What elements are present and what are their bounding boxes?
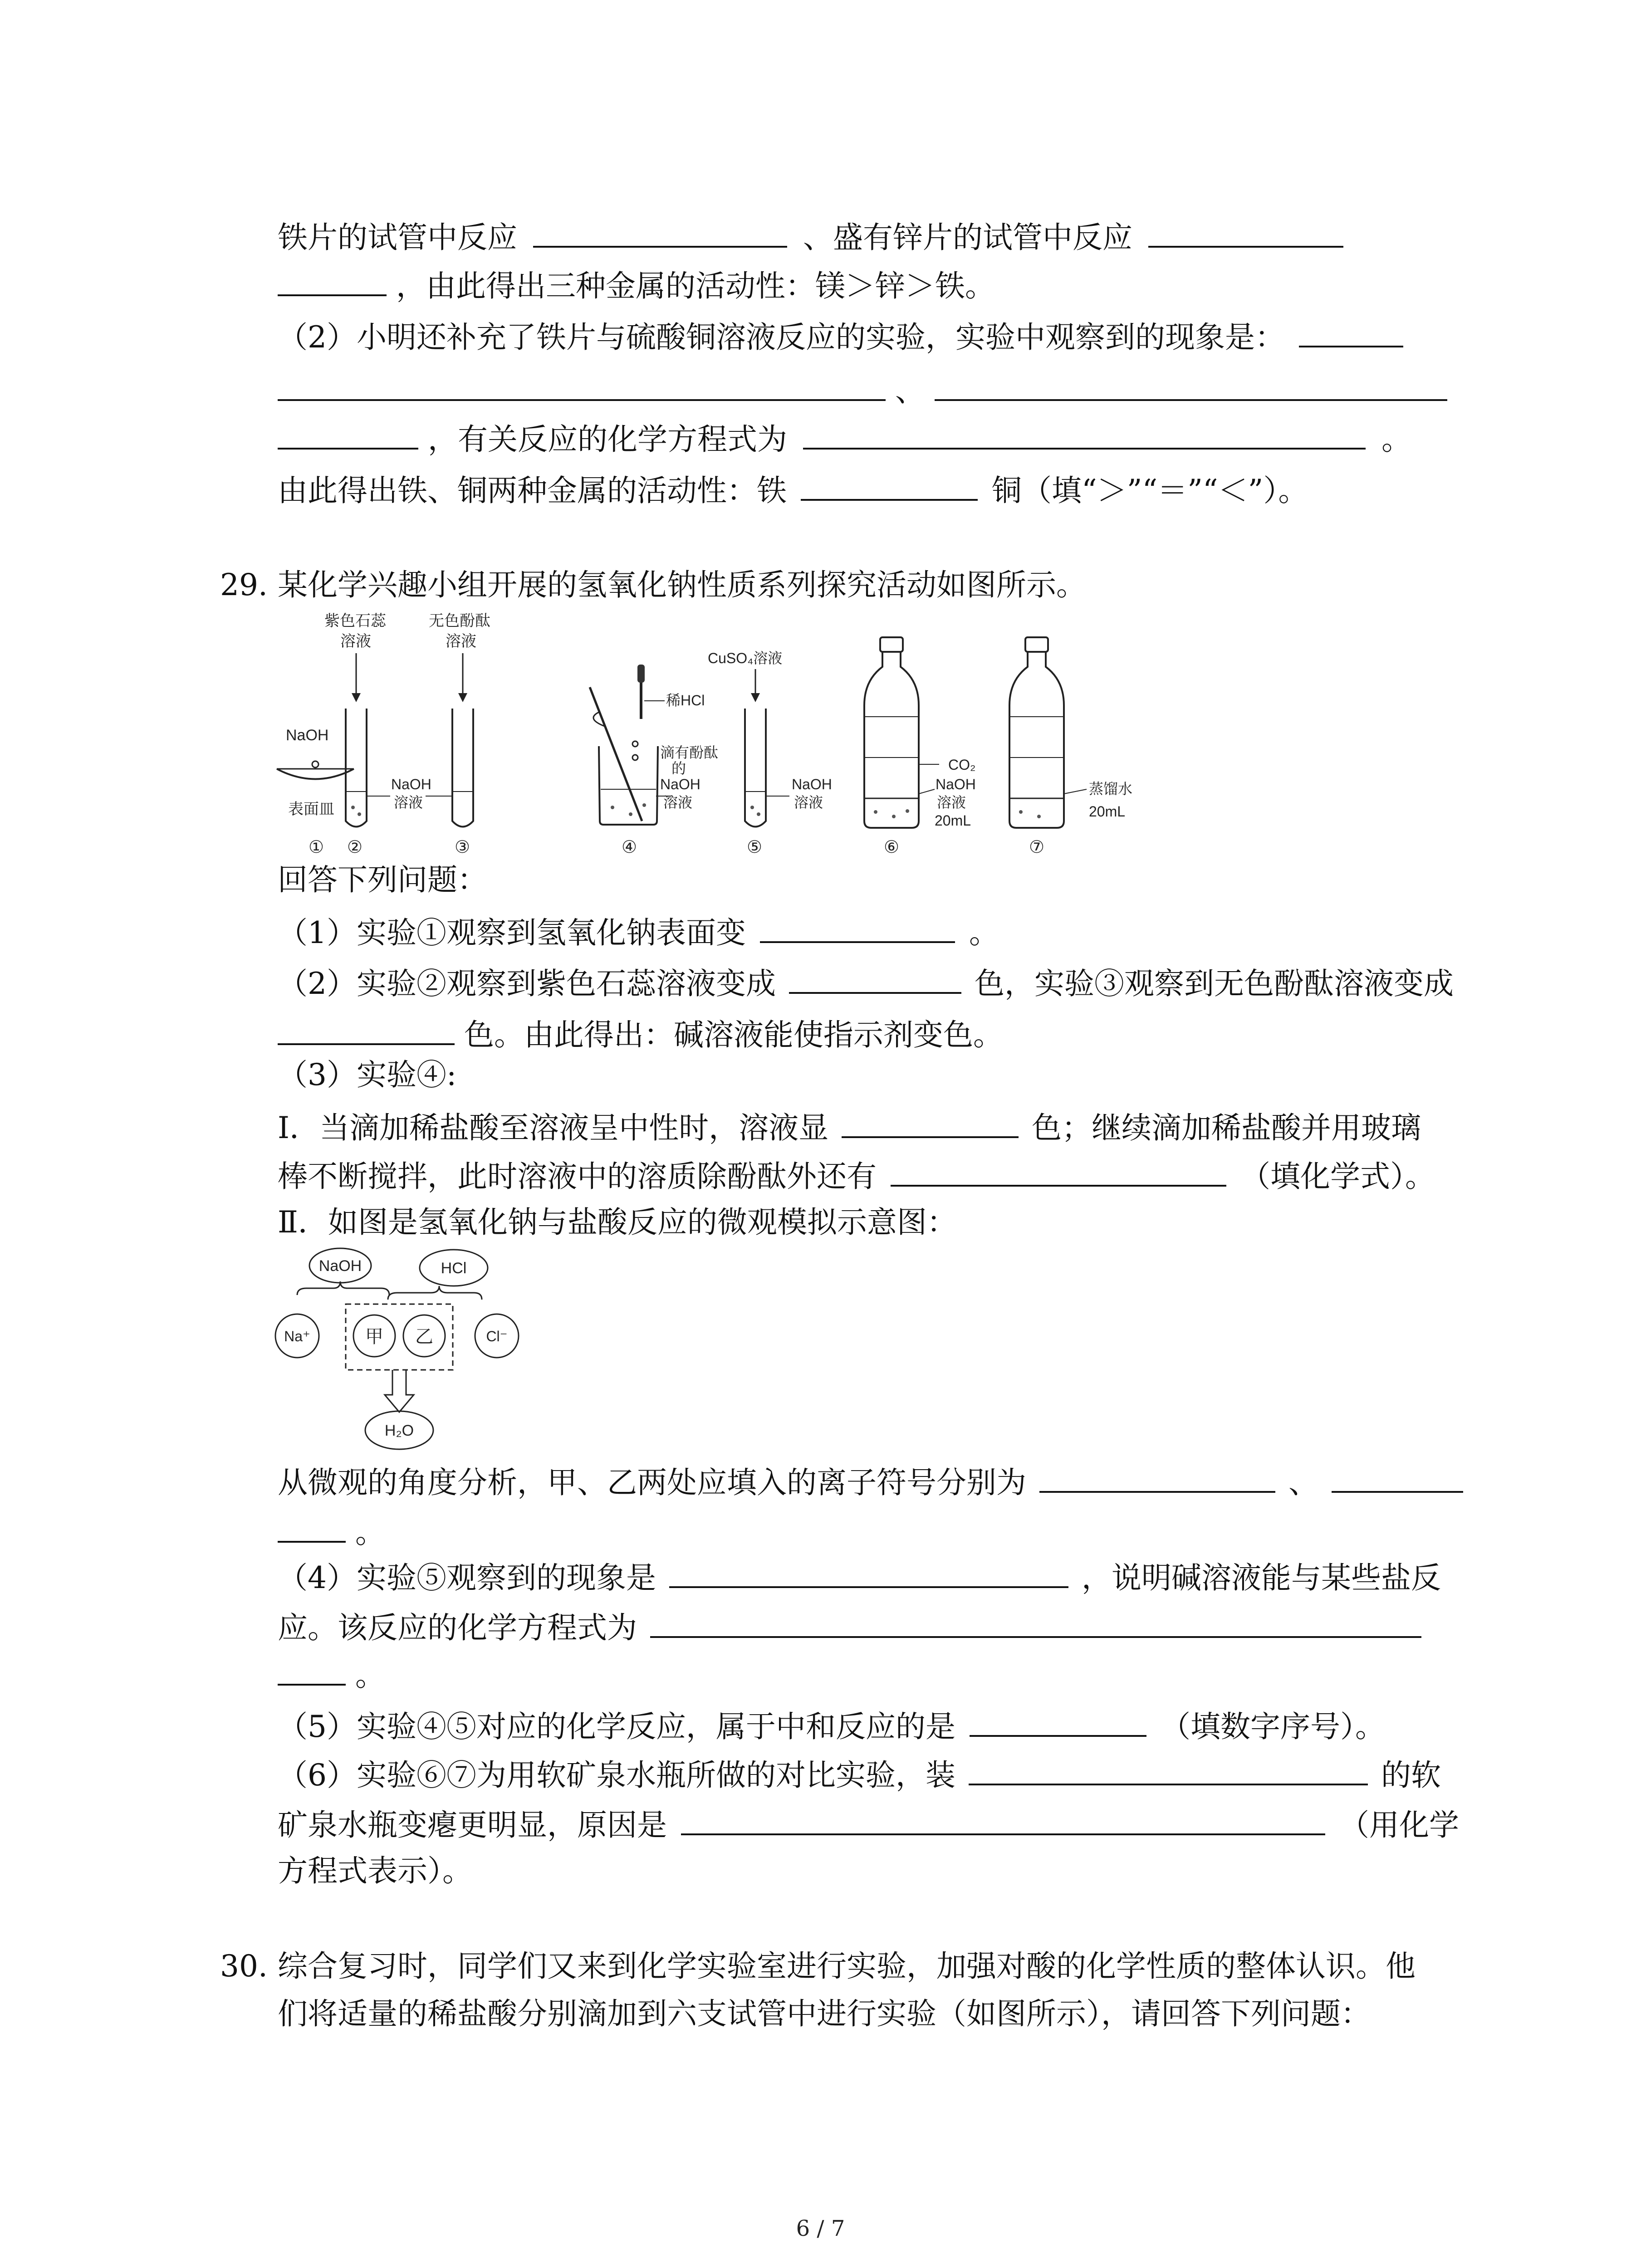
- test-tube-5: [708, 650, 832, 857]
- prev-line-3-text: （2）小明还补充了铁片与硫酸铜溶液反应的实验，实验中观察到的现象是：: [278, 320, 1285, 355]
- prev-line-5-text-b: 。: [1381, 422, 1411, 457]
- prev-line-5-text-a: ，有关反应的化学方程式为: [427, 422, 787, 457]
- naoh-experiment-figure: [272, 608, 1180, 862]
- prev-line-4-sep: 、: [895, 373, 925, 408]
- label-litmus-2: 溶液: [340, 633, 371, 650]
- prev-line-6: [278, 471, 1308, 509]
- q29-part-4-end: 。: [355, 1658, 385, 1693]
- q29-part-6-text-c: 矿泉水瓶变瘪更明显，原因是: [278, 1808, 667, 1843]
- micro-jia: 甲: [365, 1327, 383, 1347]
- micro-model-diagram: [272, 1245, 544, 1454]
- answer-blank[interactable]: [935, 371, 1447, 401]
- answer-blank[interactable]: [789, 964, 961, 994]
- q29-part-3-i-line-2: [278, 1157, 1435, 1195]
- q29-part-2-text-c: 色。由此得出：碱溶液能使指示剂变色。: [464, 1017, 1003, 1052]
- answer-blank[interactable]: [760, 913, 955, 943]
- q29-part-4-text-a: （4）实验⑤观察到的现象是: [278, 1560, 656, 1595]
- label-naoh-sol-1b: NaOH: [792, 776, 832, 792]
- label-drop-1: 滴有酚酞: [660, 744, 719, 761]
- q29-part-6-text-b: 的软: [1381, 1758, 1441, 1793]
- label-20ml-a: 20mL: [935, 812, 971, 829]
- num-4: ④: [622, 838, 637, 857]
- prev-line-1-text-a: 铁片的试管中反应: [278, 220, 517, 255]
- q29-part-3-i-text-a: Ⅰ．当滴加稀盐酸至溶液呈中性时，溶液显: [278, 1110, 829, 1145]
- prev-line-4: [278, 371, 1447, 409]
- q29-part-3-head-text: （3）实验④:: [278, 1057, 457, 1092]
- answer-blank[interactable]: [842, 1108, 1019, 1138]
- label-hcl: 稀HCl: [666, 692, 705, 709]
- micro-yi: 乙: [415, 1327, 433, 1347]
- q29-part-3-i-line-1: [278, 1108, 1421, 1146]
- q29-part-4-end-line: [278, 1656, 385, 1694]
- answer-blank[interactable]: [803, 420, 1366, 450]
- micro-cl: Cl⁻: [486, 1328, 508, 1344]
- label-phenol-2: 溶液: [446, 633, 476, 650]
- prev-line-1: [278, 218, 1343, 256]
- prev-line-2-text: ，由此得出三种金属的活动性：镁＞锌＞铁。: [396, 269, 995, 303]
- q29-part-3-ii: [278, 1204, 957, 1241]
- q29-part-2-text-a: （2）实验②观察到紫色石蕊溶液变成: [278, 966, 776, 1001]
- test-tube-2: [324, 612, 431, 857]
- num-7: ⑦: [1029, 838, 1045, 857]
- micro-h2o: H₂O: [384, 1422, 414, 1439]
- q29-part-3-ii-text: Ⅱ．如图是氢氧化钠与盐酸反应的微观模拟示意图：: [278, 1205, 957, 1240]
- answer-blank[interactable]: [969, 1755, 1368, 1785]
- q29-part-4-text-c: 应。该反应的化学方程式为: [278, 1610, 637, 1645]
- question-30-number: 30.: [220, 1949, 268, 1984]
- label-naoh-sol-2c: 溶液: [937, 794, 966, 811]
- answer-blank[interactable]: [650, 1608, 1421, 1638]
- q29-part-6-text-a: （6）实验⑥⑦为用软矿泉水瓶所做的对比实验，装: [278, 1758, 955, 1793]
- answer-blank[interactable]: [533, 218, 787, 248]
- answer-blank[interactable]: [278, 1656, 346, 1686]
- num-5: ⑤: [747, 838, 763, 857]
- num-1: ①: [309, 838, 324, 857]
- q29-part-6-line-2: [278, 1805, 1459, 1843]
- watch-glass-apparatus: [277, 727, 354, 857]
- answer-blank[interactable]: [278, 1513, 346, 1543]
- micro-na: Na⁺: [284, 1328, 310, 1344]
- prev-line-6-text-a: 由此得出铁、铜两种金属的活动性：铁: [278, 473, 787, 508]
- q29-part-4-text-b: ，说明碱溶液能与某些盐反: [1081, 1560, 1441, 1595]
- answer-blank[interactable]: [1332, 1463, 1463, 1493]
- label-litmus-1: 紫色石蕊: [324, 612, 386, 630]
- label-cuso4: CuSO₄溶液: [708, 650, 783, 666]
- label-naoh-sol-1a: NaOH: [391, 776, 431, 792]
- label-naoh-sol-2b: 溶液: [794, 794, 823, 811]
- q29-part-3-ii-q-text-b: 、: [1288, 1465, 1318, 1500]
- answer-intro: [278, 862, 487, 898]
- prev-line-2: [278, 266, 995, 304]
- q29-part-3-head: [278, 1057, 456, 1093]
- label-drop-2: 的: [671, 760, 686, 777]
- answer-blank[interactable]: [278, 266, 387, 296]
- q29-part-1: [278, 913, 999, 951]
- q29-part-3-ii-end: 。: [355, 1515, 385, 1550]
- answer-blank[interactable]: [970, 1707, 1146, 1737]
- label-co2: CO₂: [948, 757, 976, 773]
- answer-blank[interactable]: [669, 1558, 1068, 1588]
- beaker-4: [590, 665, 718, 857]
- q29-part-5: [278, 1707, 1385, 1745]
- q29-part-2-line-2: [278, 1015, 1003, 1053]
- q29-part-6-text-d: （用化学: [1339, 1808, 1459, 1843]
- q29-part-2-text-b: 色，实验③观察到无色酚酞溶液变成: [974, 966, 1454, 1001]
- q29-part-1-text-b: 。: [969, 915, 999, 950]
- q29-part-1-text-a: （1）实验①观察到氢氧化钠表面变: [278, 915, 746, 950]
- answer-blank[interactable]: [681, 1805, 1325, 1835]
- question-30-line-1: [278, 1948, 1416, 1984]
- answer-blank[interactable]: [278, 420, 418, 450]
- q29-part-3-ii-q-text-a: 从微观的角度分析，甲、乙两处应填入的离子符号分别为: [278, 1465, 1026, 1500]
- bottle-7: [1009, 637, 1132, 857]
- q29-part-4-line-1: [278, 1558, 1441, 1596]
- num-6: ⑥: [884, 838, 900, 857]
- label-naoh-sol-1c: NaOH: [936, 776, 976, 792]
- q29-part-6-text-e: 方程式表示）。: [278, 1853, 472, 1888]
- q29-part-3-ii-question: [278, 1463, 1463, 1501]
- question-29-number: 29.: [220, 567, 268, 602]
- bottle-6: [864, 637, 976, 857]
- page-number: 6 / 7: [796, 2216, 845, 2241]
- label-drop-4: 溶液: [663, 794, 693, 811]
- prev-line-1-text-b: 、盛有锌片的试管中反应: [803, 220, 1132, 255]
- prev-line-3: [278, 318, 1403, 356]
- answer-blank[interactable]: [1039, 1463, 1275, 1493]
- label-20ml-b: 20mL: [1089, 803, 1126, 820]
- question-29-stem-text: 某化学兴趣小组开展的氢氧化钠性质系列探究活动如图所示。: [278, 567, 1086, 602]
- question-30-line-2: [278, 1996, 1371, 2032]
- answer-intro-text: 回答下列问题：: [278, 862, 487, 897]
- label-drop-3: NaOH: [660, 776, 700, 792]
- answer-blank[interactable]: [278, 371, 886, 401]
- answer-blank[interactable]: [891, 1157, 1226, 1187]
- num-2: ②: [347, 838, 363, 857]
- prev-line-5: [278, 420, 1411, 458]
- q29-part-3-i-text-c: 棒不断搅拌，此时溶液中的溶质除酚酞外还有: [278, 1159, 877, 1194]
- answer-blank[interactable]: [801, 471, 978, 501]
- question-29-stem: [278, 567, 1086, 603]
- label-naoh: NaOH: [286, 727, 329, 744]
- q29-part-6-line-1: [278, 1755, 1441, 1794]
- q29-part-3-i-text-b: 色；继续滴加稀盐酸并用玻璃: [1032, 1110, 1421, 1145]
- label-dish: 表面皿: [288, 801, 334, 818]
- answer-blank[interactable]: [1148, 218, 1343, 248]
- answer-blank[interactable]: [278, 1015, 455, 1045]
- answer-blank[interactable]: [1299, 318, 1403, 347]
- label-phenol-1: 无色酚酞: [429, 612, 490, 630]
- q29-part-6-line-3: [278, 1853, 472, 1889]
- prev-line-6-text-b: 铜（填“＞”“＝”“＜”）。: [991, 473, 1308, 508]
- question-30-text-1: 综合复习时，同学们又来到化学实验室进行实验，加强对酸的化学性质的整体认识。他: [278, 1949, 1416, 1984]
- q29-part-3-ii-end-line: [278, 1513, 385, 1551]
- label-water: 蒸馏水: [1089, 781, 1133, 797]
- q29-part-3-i-text-d: （填化学式）。: [1240, 1159, 1435, 1194]
- test-tube-3: [426, 612, 490, 857]
- micro-hcl: HCl: [441, 1260, 467, 1277]
- label-naoh-sol-2a: 溶液: [394, 794, 423, 811]
- num-3: ③: [455, 838, 470, 857]
- micro-naoh: NaOH: [318, 1257, 362, 1275]
- q29-part-5-text-a: （5）实验④⑤对应的化学反应，属于中和反应的是: [278, 1709, 955, 1744]
- q29-part-4-line-2: [278, 1608, 1421, 1646]
- q29-part-2-line-1: [278, 964, 1454, 1002]
- q29-part-5-text-b: （填数字序号）。: [1160, 1709, 1385, 1744]
- question-30-text-2: 们将适量的稀盐酸分别滴加到六支试管中进行实验（如图所示），请回答下列问题：: [278, 1996, 1371, 2031]
